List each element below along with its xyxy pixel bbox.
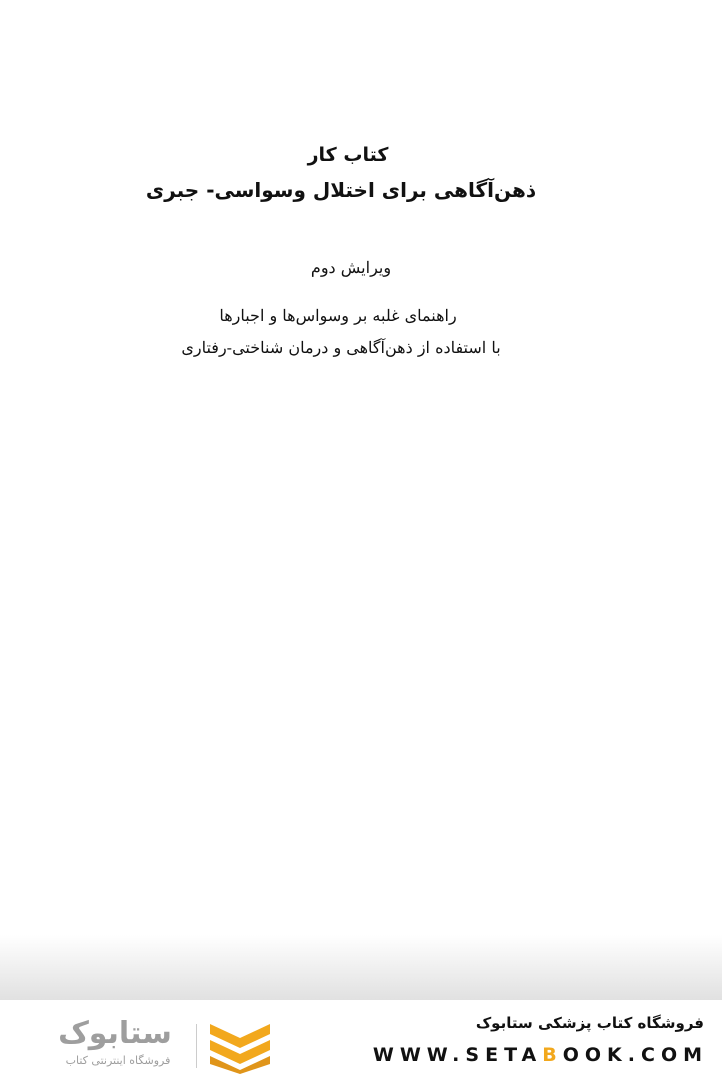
title-block	[0, 140, 722, 208]
book-title-line1: کتاب کار	[307, 144, 389, 166]
subtitle-line1: راهنمای غلبه بر وسواس‌ها و اجبارها	[219, 306, 457, 325]
store-logo[interactable]	[30, 1016, 280, 1076]
logo-divider	[196, 1024, 197, 1068]
store-url-link[interactable]	[373, 1044, 708, 1066]
chevron-stack-icon	[208, 1018, 272, 1074]
edition-label	[0, 256, 722, 280]
edition-text: ویرایش دوم	[310, 258, 392, 277]
logo-subtitle: فروشگاه اینترنتی کتاب	[65, 1054, 171, 1067]
url-part1: WWW.SETA	[372, 1044, 543, 1066]
logo-wordmark: ستابوک	[58, 1016, 172, 1051]
url-part2: OOK.COM	[562, 1044, 708, 1066]
book-title-line2: ذهن‌آگاهی برای اختلال وسواسی- جبری	[145, 178, 537, 202]
page-shadow	[0, 935, 722, 1000]
footer-tagline: فروشگاه کتاب پزشکی ستابوک	[475, 1014, 704, 1032]
subtitle-block	[0, 300, 722, 364]
subtitle-line2: با استفاده از ذهن‌آگاهی و درمان شناختی-رفتاری	[181, 338, 501, 357]
url-accent: B	[542, 1044, 563, 1066]
footer-banner	[0, 1000, 722, 1080]
